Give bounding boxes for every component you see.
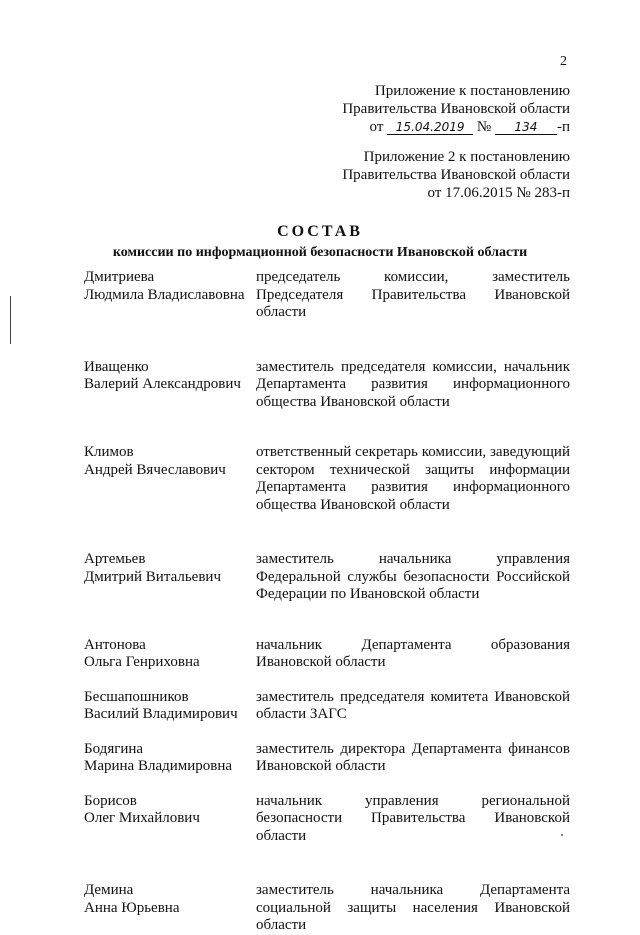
from-label: от — [369, 119, 384, 135]
member-row — [84, 793, 570, 846]
member-row — [84, 882, 570, 935]
member-name — [84, 269, 256, 322]
member-row — [84, 359, 570, 412]
member-role: ответственный секретарь комиссии, заведующий сектором технической защиты информации Департамента развития информационного общества Ивановской области — [256, 444, 570, 513]
member-given-names: Андрей Вячеславович — [84, 461, 226, 478]
member-given-names: Ольга Генриховна — [84, 654, 200, 670]
member-role: заместитель директора Департамента финансов Ивановской области — [256, 740, 570, 774]
member-surname: Иващенко — [84, 358, 149, 375]
page-number: 2 — [560, 54, 567, 69]
annex-header — [342, 82, 570, 136]
member-name — [84, 689, 256, 724]
member-row — [84, 444, 570, 514]
member-role: начальник Департамента образования Ивановской области — [256, 636, 570, 670]
member-given-names: Дмитрий Витальевич — [84, 568, 221, 585]
member-given-names: Людмила Владиславовна — [84, 286, 245, 303]
member-row — [84, 689, 570, 724]
member-surname: Артемьев — [84, 551, 146, 567]
handwritten-number: 134 — [495, 120, 557, 135]
annex-2-header — [342, 148, 570, 202]
annex-date-line — [342, 118, 570, 136]
member-given-names: Валерий Александрович — [84, 376, 241, 392]
member-row — [84, 637, 570, 672]
member-name — [84, 882, 256, 935]
member-surname: Климов — [84, 444, 134, 460]
member-name — [84, 741, 256, 776]
members-list — [84, 269, 570, 935]
member-name — [84, 444, 256, 514]
member-surname: Дмитриева — [84, 269, 155, 285]
margin-line-mark — [10, 296, 11, 344]
member-given-names: Василий Владимирович — [84, 706, 238, 722]
member-given-names: Анна Юрьевна — [84, 899, 180, 916]
member-name — [84, 637, 256, 672]
number-suffix: -п — [556, 119, 570, 135]
member-given-names: Марина Владимировна — [84, 758, 233, 774]
member-role: заместитель начальника Департамента социальной защиты населения Ивановской области — [256, 882, 570, 933]
annex-2-line-1: Приложение 2 к постановлению — [363, 149, 570, 165]
member-role: заместитель начальника управления Федеральной службы безопасности Российской Федерации по Ивановской области — [256, 551, 570, 602]
scan-speck — [561, 834, 563, 836]
document-subtitle: комиссии по информационной безопасности Ивановской области — [112, 245, 528, 260]
handwritten-date: 15.04.2019 — [387, 120, 473, 135]
number-label: № — [476, 119, 492, 135]
document-title-block — [0, 222, 640, 262]
member-surname: Борисов — [84, 792, 137, 809]
member-row — [84, 551, 570, 604]
member-surname: Бодягина — [84, 740, 144, 757]
member-row — [84, 269, 570, 322]
member-name — [84, 359, 256, 412]
document-title: СОСТАВ — [277, 223, 363, 240]
member-row — [84, 741, 570, 776]
member-role: заместитель председателя комитета Ивановской области ЗАГС — [256, 688, 570, 722]
member-role: председатель комиссии, заместитель Председателя Правительства Ивановской области — [256, 269, 570, 320]
annex-line-1: Приложение к постановлению — [374, 83, 570, 99]
member-role: начальник управления региональной безопасности Правительства Ивановской области — [256, 792, 570, 844]
annex-line-2: Правительства Ивановской области — [342, 101, 570, 117]
member-name — [84, 551, 256, 604]
member-name — [84, 793, 256, 846]
annex-2-line-3: от 17.06.2015 № 283-п — [427, 185, 570, 201]
member-surname: Антонова — [84, 636, 146, 653]
member-role: заместитель председателя комиссии, начальник Департамента развития информационного общества Ивановской области — [256, 358, 570, 410]
member-surname: Демина — [84, 882, 134, 898]
member-given-names: Олег Михайлович — [84, 810, 200, 826]
annex-2-line-2: Правительства Ивановской области — [342, 167, 570, 183]
member-surname: Бесшапошников — [84, 688, 189, 705]
